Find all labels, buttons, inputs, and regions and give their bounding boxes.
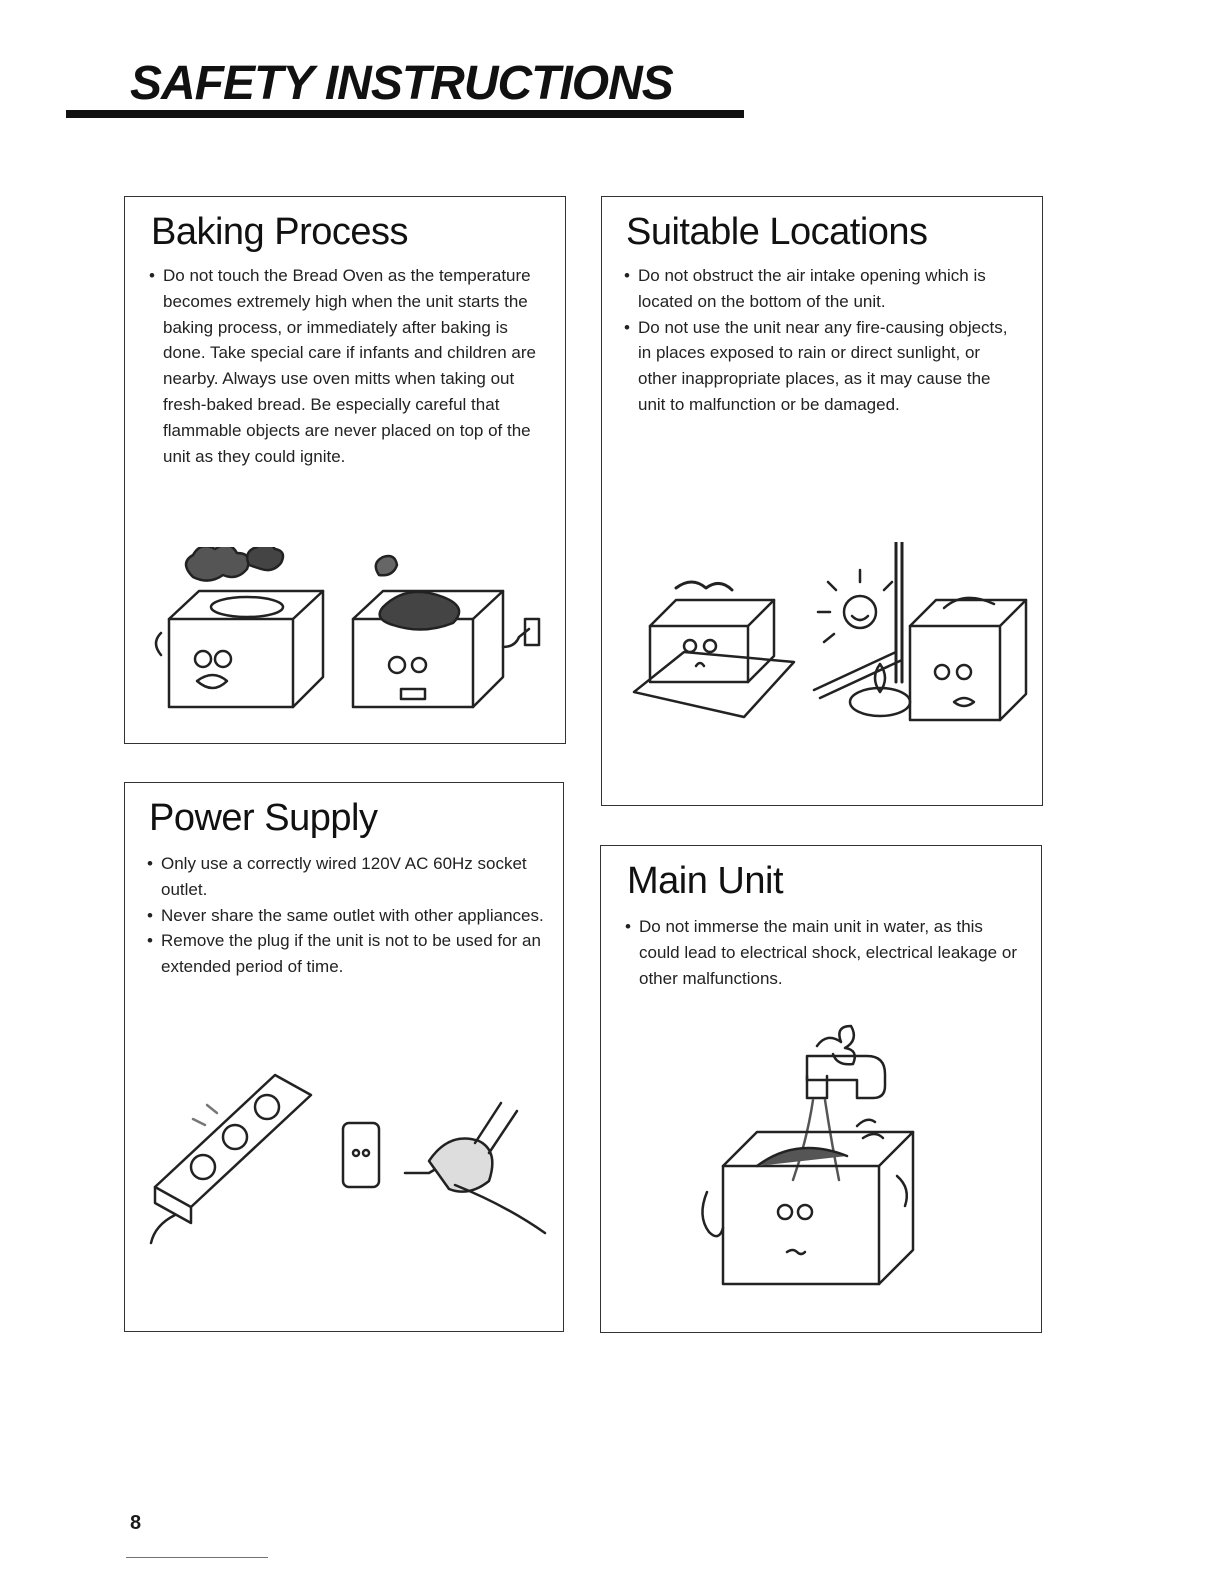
power-illustration — [145, 1065, 555, 1245]
footer-rule — [126, 1557, 268, 1558]
baking-bullet-1: • Do not touch the Bread Oven as the temperature becomes extremely high when the unit starts the baking process, or immediately after baking is done. Take special care if infants and children are nearby. Always use oven mitts when taking out fresh-baked bread. Be especially careful that flammable objects are never placed on top of the unit as they could ignite. — [151, 263, 547, 469]
power-supply-list — [149, 851, 545, 980]
suitable-locations-heading: Suitable Locations — [626, 211, 928, 253]
main-unit-heading: Main Unit — [627, 860, 783, 902]
power-bullet-3: • Remove the plug if the unit is not to be used for an extended period of time. — [149, 928, 545, 980]
locations-illustration — [624, 542, 1034, 727]
locations-bullet-2: • Do not use the unit near any fire-causing objects, in places exposed to rain or direct sunlight, or other inappropriate places, as it may cause the unit to malfunction or be damaged. — [626, 315, 1022, 418]
page-title: SAFETY INSTRUCTIONS — [130, 57, 673, 110]
page-number: 8 — [130, 1512, 142, 1534]
main-unit-panel — [600, 845, 1042, 1333]
power-bullet-1: • Only use a correctly wired 120V AC 60Hz socket outlet. — [149, 851, 545, 903]
baking-process-heading: Baking Process — [151, 211, 409, 253]
locations-bullet-1: • Do not obstruct the air intake opening which is located on the bottom of the unit. — [626, 263, 1022, 315]
suitable-locations-panel — [601, 196, 1043, 806]
title-underline — [66, 110, 744, 118]
baking-process-panel — [124, 196, 566, 744]
main-unit-bullet-1: • Do not immerse the main unit in water, as this could lead to electrical shock, electrical leakage or other malfunctions. — [627, 914, 1027, 991]
main-unit-illustration — [687, 1016, 937, 1296]
baking-process-list — [151, 263, 547, 469]
baking-illustration — [153, 547, 543, 717]
suitable-locations-list — [626, 263, 1022, 418]
power-bullet-2: • Never share the same outlet with other appliances. — [149, 903, 545, 929]
main-unit-list — [627, 914, 1027, 991]
power-supply-panel — [124, 782, 564, 1332]
power-supply-heading: Power Supply — [149, 797, 378, 839]
